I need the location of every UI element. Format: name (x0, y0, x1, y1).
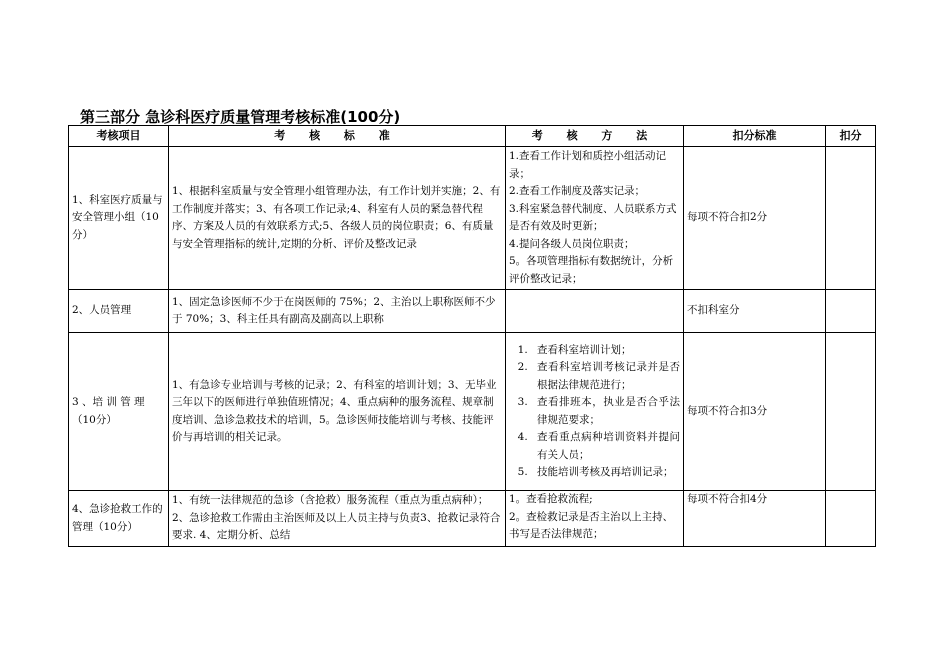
method-line: 5. 技能培训考核及再培训记录； (531, 464, 680, 482)
row-method (506, 491, 684, 547)
method-line: 3.科室紧急替代制度、人员联系方式是否有效及时更新； (509, 202, 677, 232)
row-deduction-standard: 每项不符合扣4分 (684, 491, 826, 547)
header-method: 考 核 方 法 (506, 126, 684, 147)
row-method (506, 147, 684, 290)
method-line: 5。各项管理指标有数据统计，分析评价整改记录； (509, 255, 674, 285)
row-deduction (826, 147, 876, 290)
row-standard: 1、有统一法律规范的急诊（含抢救）服务流程（重点为重点病种）；2、急诊抢救工作需由主治医师及以上人员主持与负责3、抢救记录符合要求. 4、定期分析、总结 (169, 491, 506, 547)
method-line: 1. 查看科室培训计划； (531, 342, 680, 360)
row-standard: 1、根据科室质量与安全管理小组管理办法，有工作计划并实施；2、有工作制度并落实；3、有各项工作记录;4、科室有人员的紧急替代程序、方案及人员的有效联系方式;5、各级人员的岗位职责；6、有质量与安全管理指标的统计,定期的分析、评价及整改记录 (169, 147, 506, 290)
row-deduction (826, 333, 876, 491)
table-row (69, 491, 876, 547)
row-method (506, 290, 684, 333)
row-item: 2、人员管理 (69, 290, 169, 333)
method-line: 1。查看抢救流程; (509, 493, 593, 505)
method-line: 2。查检救记录是否主治以上主持、书写是否法律规范； (509, 510, 674, 540)
table-row (69, 333, 876, 491)
row-item: 4、急诊抢救工作的管理（10分） (69, 491, 169, 547)
assessment-table (68, 125, 876, 547)
row-deduction-standard: 每项不符合扣3分 (684, 333, 826, 491)
method-line: 4.提问各级人员岗位职责； (509, 237, 635, 250)
method-line: 3. 查看排班本，执业是否合乎法律规范要求； (531, 394, 680, 429)
row-item: 3 、培 训 管 理（10分） (69, 333, 169, 491)
row-standard: 1、有急诊专业培训与考核的记录；2、有科室的培训计划；3、无毕业三年以下的医师进行单独值班情况；4、重点病种的服务流程、规章制度培训、急诊急救技术的培训，5。急诊医师技能培训与考核、技能评价与再培训的相关记录。 (169, 333, 506, 491)
row-deduction-standard: 每项不符合扣2分 (684, 147, 826, 290)
header-deduction-standard: 扣分标准 (684, 126, 826, 147)
header-standard: 考 核 标 准 (169, 126, 506, 147)
table-row (69, 147, 876, 290)
row-deduction (826, 290, 876, 333)
row-item: 1、科室医疗质量与安全管理小组（10分） (69, 147, 169, 290)
table-row (69, 290, 876, 333)
header-item: 考核项目 (69, 126, 169, 147)
method-line: 4. 查看重点病种培训资料并提问有关人员； (531, 429, 680, 464)
header-deduction: 扣分 (826, 126, 876, 147)
page-title: 第三部分 急诊科医疗质量管理考核标准(100分) (80, 108, 401, 126)
table-header-row (69, 126, 876, 147)
row-method (506, 333, 684, 491)
method-list (509, 342, 680, 482)
method-line: 2. 查看科室培训考核记录并是否根据法律规范进行； (531, 359, 680, 394)
row-deduction-standard: 不扣科室分 (684, 290, 826, 333)
row-deduction (826, 491, 876, 547)
method-line: 1.查看工作计划和质控小组活动记录； (509, 150, 667, 180)
row-standard: 1、固定急诊医师不少于在岗医师的 75%；2、主治以上职称医师不少于 70%；3、科主任具有副高及副高以上职称 (169, 290, 506, 333)
method-line: 2.查看工作制度及落实记录； (509, 185, 646, 197)
